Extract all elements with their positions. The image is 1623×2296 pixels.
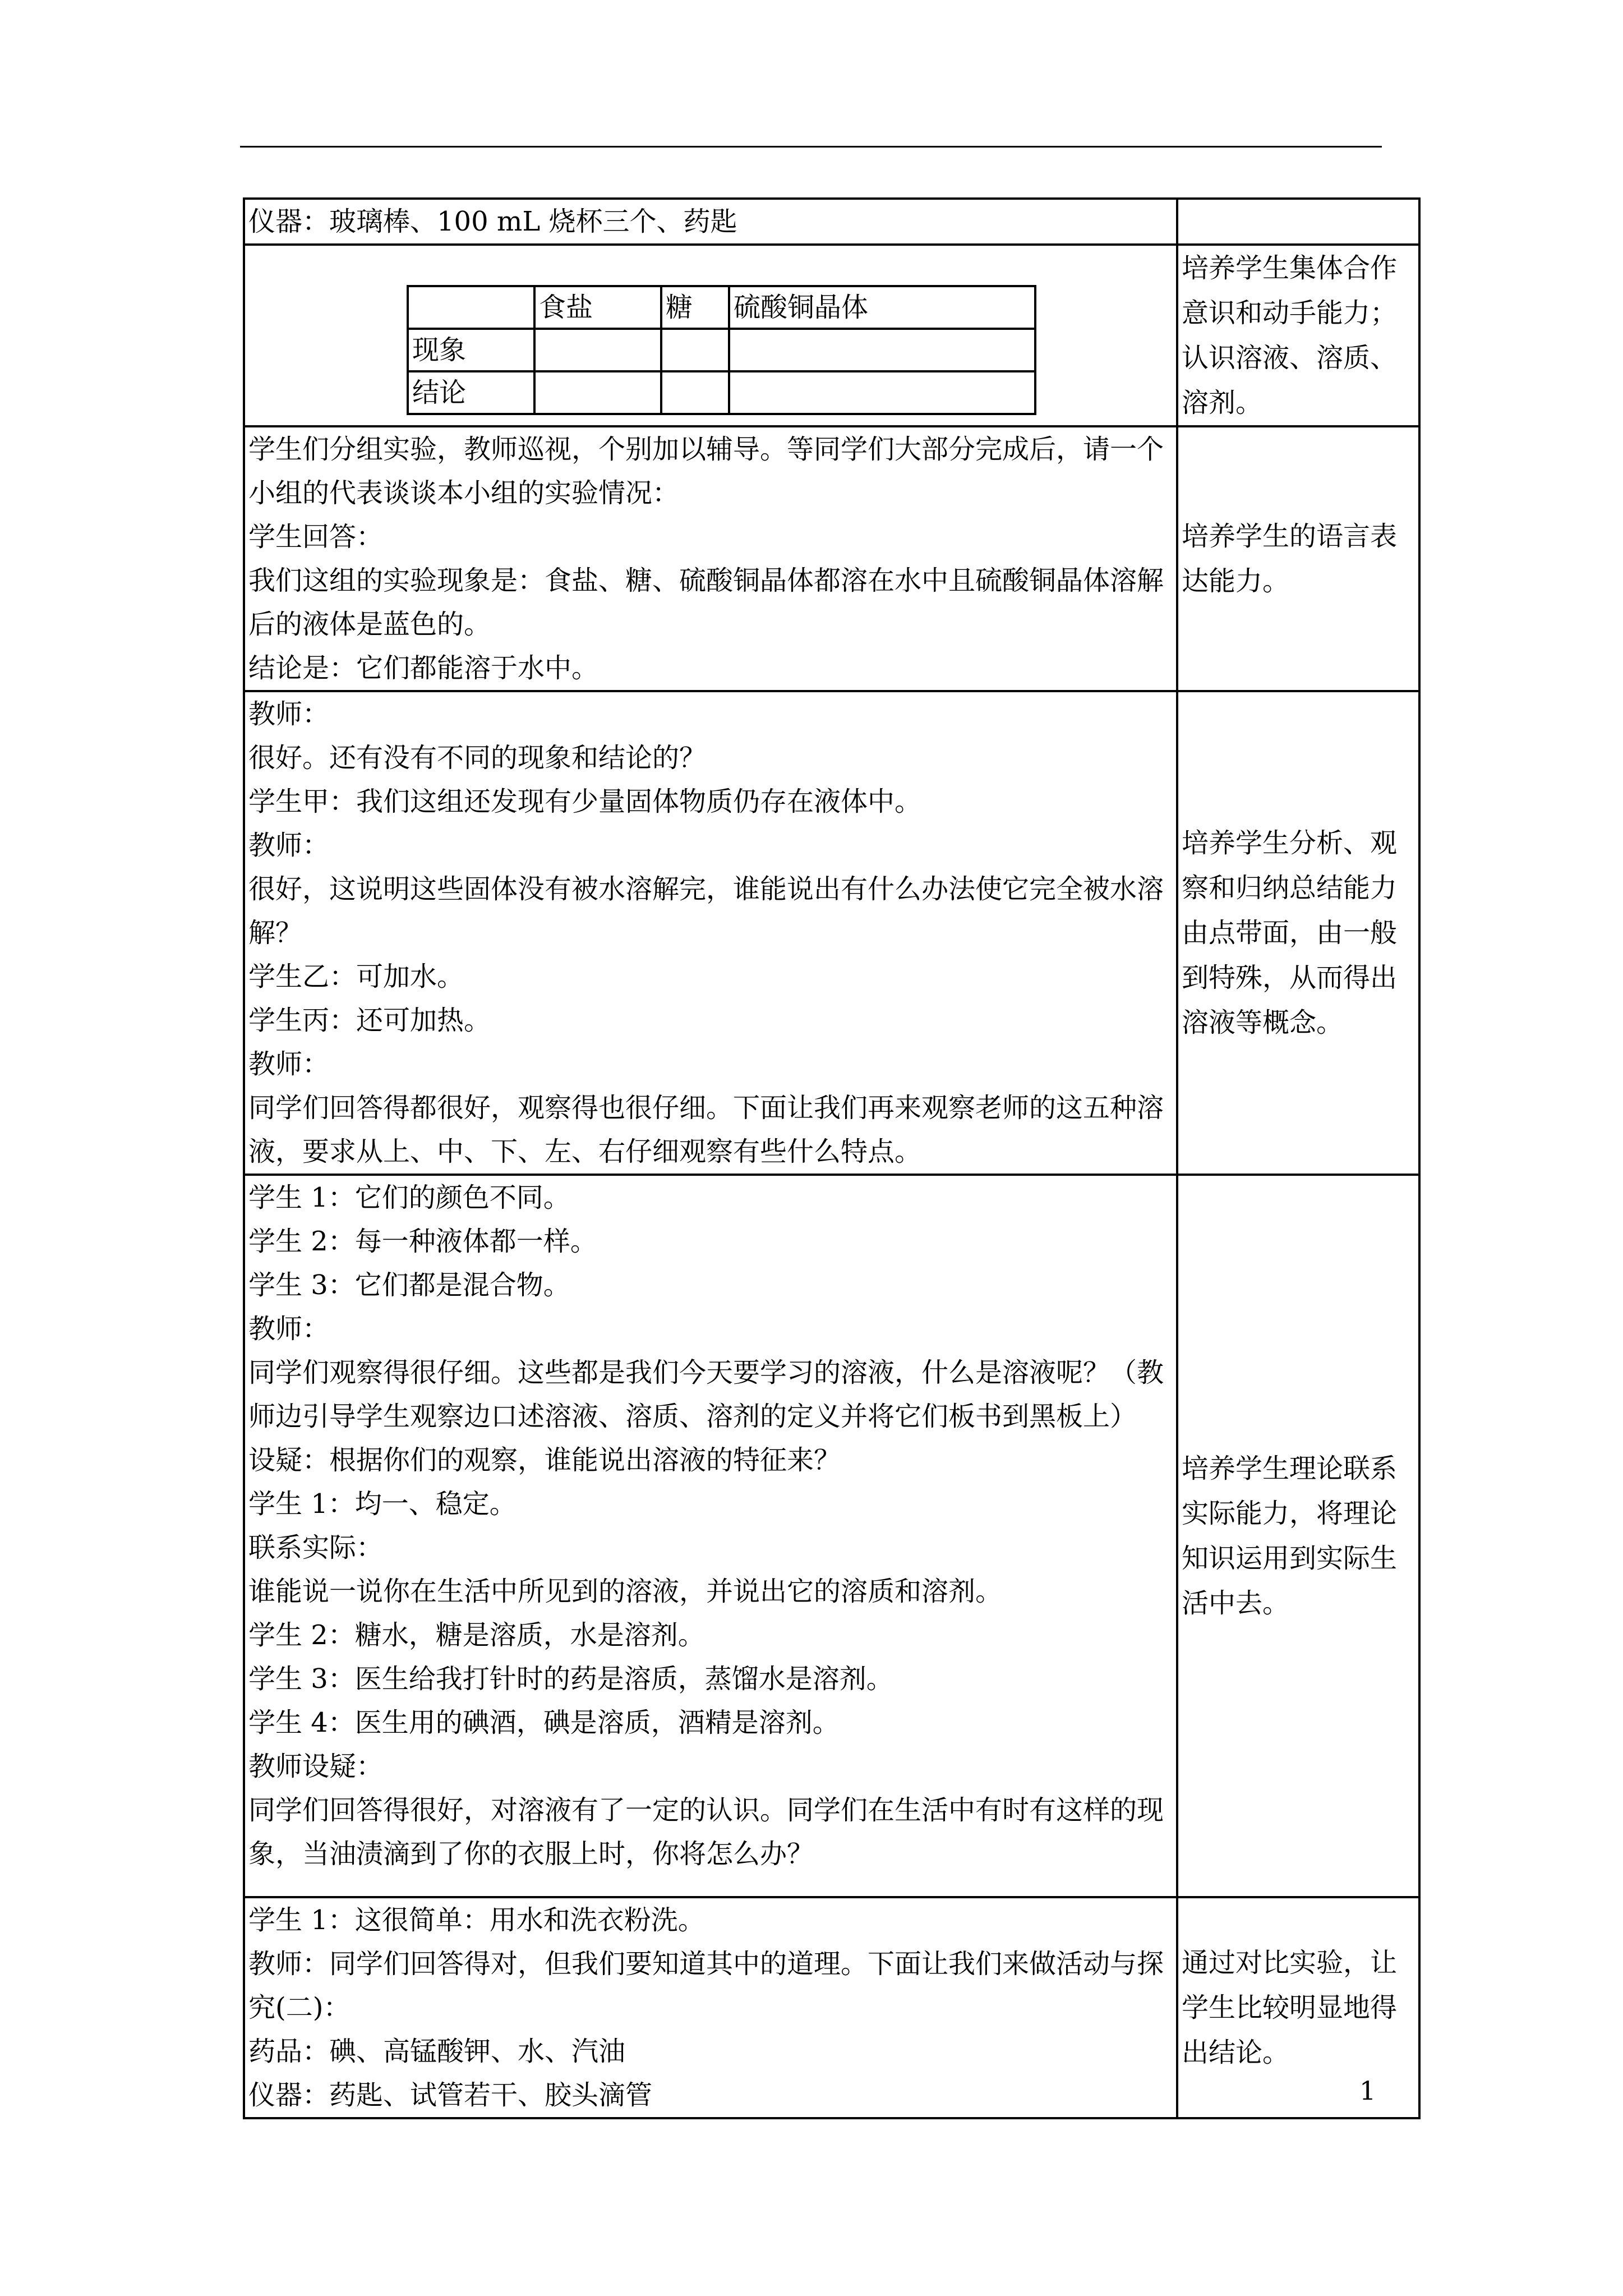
activity-line: 学生 4：医生用的碘酒，碘是溶质，酒精是溶剂。 (248, 1707, 840, 1738)
activity-cell (244, 691, 1177, 1175)
activity-cell (244, 245, 1177, 426)
table-row (244, 1175, 1419, 1897)
activity-line: 教师： (248, 698, 330, 730)
activity-line: 学生 1：它们的颜色不同。 (248, 1182, 570, 1213)
activity-line: 学生 2：每一种液体都一样。 (248, 1226, 597, 1257)
activity-cell (244, 426, 1177, 691)
table-row (244, 691, 1419, 1175)
activity-line: 学生们分组实验，教师巡视，个别加以辅导。等同学们大部分完成后，请一个小组的代表谈谈本小组的实验情况： (248, 434, 1164, 509)
inner-row-label: 现象 (408, 329, 534, 371)
purpose-cell: 培养学生集体合作意识和动手能力；认识溶液、溶质、溶剂。 (1177, 245, 1419, 426)
inner-row-label: 结论 (408, 371, 534, 414)
inner-cell (729, 371, 1035, 414)
activity-line: 药品：碘、高锰酸钾、水、汽油 (248, 2036, 626, 2067)
activity-line: 教师：同学们回答得对，但我们要知道其中的道理。下面让我们来做活动与探究(二)： (248, 1948, 1164, 2023)
activity-line: 仪器：药匙、试管若干、胶头滴管 (248, 2079, 653, 2111)
activity-line: 学生 3：医生给我打针时的药是溶质，蒸馏水是溶剂。 (248, 1663, 893, 1695)
inner-header-salt: 食盐 (534, 286, 661, 329)
table-row (244, 1897, 1419, 2118)
activity-line: 我们这组的实验现象是：食盐、糖、硫酸铜晶体都溶在水中且硫酸铜晶体溶解后的液体是蓝色的。 (248, 565, 1164, 640)
purpose-cell: 通过对比实验，让学生比较明显地得出结论。 (1177, 1897, 1419, 2118)
table-row (244, 245, 1419, 426)
inner-cell (729, 329, 1035, 371)
table-row (244, 199, 1419, 245)
activity-cell (244, 1175, 1177, 1897)
activity-line: 学生回答： (248, 521, 384, 553)
activity-line: 学生丙：还可加热。 (248, 1005, 491, 1036)
header-rule (240, 146, 1382, 148)
purpose-cell: 培养学生的语言表达能力。 (1177, 426, 1419, 691)
activity-line: 教师： (248, 1313, 330, 1345)
activity-line: 仪器：玻璃棒、100 mL 烧杯三个、药匙 (248, 206, 737, 237)
inner-cell (534, 371, 661, 414)
activity-line: 同学们观察得很仔细。这些都是我们今天要学习的溶液，什么是溶液呢？（教师边引导学生观察边口述溶液、溶质、溶剂的定义并将它们板书到黑板上） (248, 1357, 1164, 1432)
activity-line: 学生 2：糖水，糖是溶质，水是溶剂。 (248, 1619, 705, 1651)
page-number: 1 (1359, 2076, 1376, 2106)
lesson-plan-table (243, 197, 1421, 2119)
activity-line: 很好，这说明这些固体没有被水溶解完，谁能说出有什么办法使它完全被水溶解？ (248, 873, 1164, 949)
inner-header-row (408, 286, 1035, 329)
purpose-cell (1177, 199, 1419, 245)
inner-cell (408, 286, 534, 329)
activity-cell (244, 199, 1177, 245)
activity-line: 很好。还有没有不同的现象和结论的？ (248, 742, 707, 774)
activity-line: 学生乙：可加水。 (248, 961, 464, 992)
purpose-cell: 培养学生分析、观察和归纳总结能力由点带面，由一般到特殊，从而得出溶液等概念。 (1177, 691, 1419, 1175)
activity-line: 学生 1：这很简单：用水和洗衣粉洗。 (248, 1904, 705, 1936)
activity-line: 同学们回答得很好，对溶液有了一定的认识。同学们在生活中有时有这样的现象，当油渍滴到了你的衣服上时，你将怎么办？ (248, 1795, 1164, 1870)
activity-line: 谁能说一说你在生活中所见到的溶液，并说出它的溶质和溶剂。 (248, 1576, 1003, 1607)
activity-line: 教师设疑： (248, 1751, 384, 1782)
table-row (244, 426, 1419, 691)
activity-line: 结论是：它们都能溶于水中。 (248, 652, 599, 684)
activity-line: 联系实际： (248, 1532, 384, 1563)
activity-line: 学生甲：我们这组还发现有少量固体物质仍存在液体中。 (248, 786, 922, 817)
activity-line: 教师： (248, 830, 330, 861)
inner-row-conclusion (408, 371, 1035, 414)
inner-header-sugar: 糖 (661, 286, 729, 329)
inner-cell (534, 329, 661, 371)
activity-line: 同学们回答得都很好，观察得也很仔细。下面让我们再来观察老师的这五种溶液，要求从上、中、下、左、右仔细观察有些什么特点。 (248, 1092, 1164, 1167)
activity-line: 学生 3：它们都是混合物。 (248, 1269, 570, 1301)
experiment-record-table (407, 285, 1036, 415)
activity-line: 设疑：根据你们的观察，谁能说出溶液的特征来？ (248, 1444, 841, 1476)
inner-cell (661, 371, 729, 414)
activity-line: 教师： (248, 1048, 330, 1080)
inner-header-copper-sulfate: 硫酸铜晶体 (729, 286, 1035, 329)
purpose-cell: 培养学生理论联系实际能力，将理论知识运用到实际生活中去。 (1177, 1175, 1419, 1897)
inner-cell (661, 329, 729, 371)
inner-row-phenomenon (408, 329, 1035, 371)
activity-line: 学生 1：均一、稳定。 (248, 1488, 517, 1520)
activity-cell (244, 1897, 1177, 2118)
